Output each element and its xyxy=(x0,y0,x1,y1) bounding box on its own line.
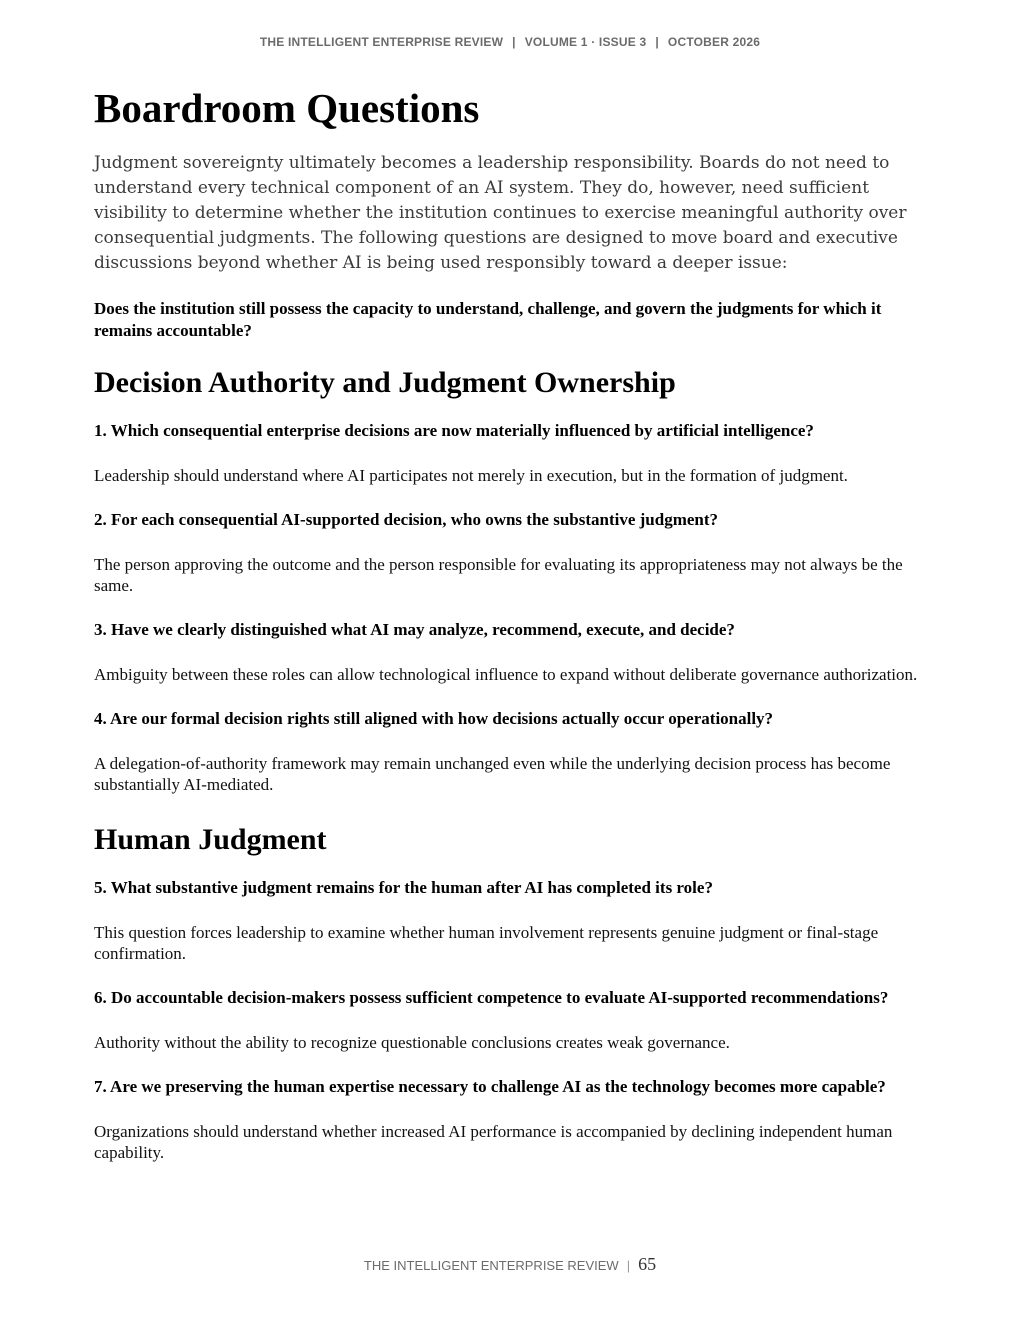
question-item xyxy=(94,987,928,1053)
key-question: Does the institution still possess the capacity to understand, challenge, and govern the judgments for which it remains accountable? xyxy=(94,299,882,340)
footer-publication: THE INTELLIGENT ENTERPRISE REVIEW xyxy=(363,1258,619,1273)
question-item xyxy=(94,509,928,596)
intro-paragraph: Judgment sovereignty ultimately becomes a leadership responsibility. Boards do not need to understand every technical component of an AI system. They do, however, need sufficient visibility to determine whether the institution continues to exercise meaningful authority over consequential judgments. The following questions are designed to move board and executive discussions beyond whether AI is being used responsibly toward a deeper issue: xyxy=(94,153,907,273)
answer-text: Leadership should understand where AI participates not merely in execution, but in the formation of judgment. xyxy=(94,466,848,485)
article-body xyxy=(94,84,928,1189)
question-text: 4. Are our formal decision rights still aligned with how decisions actually occur operationally? xyxy=(94,709,774,728)
running-header xyxy=(0,35,1020,49)
footer-separator: | xyxy=(626,1258,631,1273)
question-text: 7. Are we preserving the human expertise necessary to challenge AI as the technology becomes more capable? xyxy=(94,1077,886,1096)
running-footer xyxy=(0,1254,1020,1275)
section-heading: Human Judgment xyxy=(94,823,327,856)
question-item xyxy=(94,708,928,795)
question-item xyxy=(94,877,928,964)
question-text: 6. Do accountable decision-makers possess sufficient competence to evaluate AI-supported recommendations? xyxy=(94,988,889,1007)
answer-text: Authority without the ability to recognize questionable conclusions creates weak governance. xyxy=(94,1033,730,1052)
header-issue: VOLUME 1 · ISSUE 3 xyxy=(524,35,647,49)
question-item xyxy=(94,1076,928,1163)
section-heading: Decision Authority and Judgment Ownership xyxy=(94,366,676,399)
answer-text: A delegation-of-authority framework may remain unchanged even while the underlying decision process has become substantially AI-mediated. xyxy=(94,754,891,794)
answer-text: Ambiguity between these roles can allow technological influence to expand without deliberate governance authorization. xyxy=(94,665,918,684)
question-item xyxy=(94,420,928,486)
question-text: 1. Which consequential enterprise decisions are now materially influenced by artificial intelligence? xyxy=(94,421,814,440)
question-text: 3. Have we clearly distinguished what AI may analyze, recommend, execute, and decide? xyxy=(94,620,735,639)
question-text: 5. What substantive judgment remains for the human after AI has completed its role? xyxy=(94,878,713,897)
question-item xyxy=(94,619,928,685)
section-decision-authority xyxy=(94,364,928,795)
header-separator: | xyxy=(655,35,659,49)
header-date: OCTOBER 2026 xyxy=(667,35,761,49)
page-title: Boardroom Questions xyxy=(94,85,480,131)
question-text: 2. For each consequential AI-supported decision, who owns the substantive judgment? xyxy=(94,510,719,529)
header-separator: | xyxy=(512,35,516,49)
section-human-judgment xyxy=(94,821,928,1163)
answer-text: This question forces leadership to examine whether human involvement represents genuine judgment or final-stage confirmation. xyxy=(94,923,879,963)
page-number: 65 xyxy=(638,1254,657,1274)
answer-text: Organizations should understand whether increased AI performance is accompanied by declining independent human capability. xyxy=(94,1122,893,1162)
header-publication: THE INTELLIGENT ENTERPRISE REVIEW xyxy=(259,35,504,49)
answer-text: The person approving the outcome and the person responsible for evaluating its appropriateness may not always be the same. xyxy=(94,555,903,595)
